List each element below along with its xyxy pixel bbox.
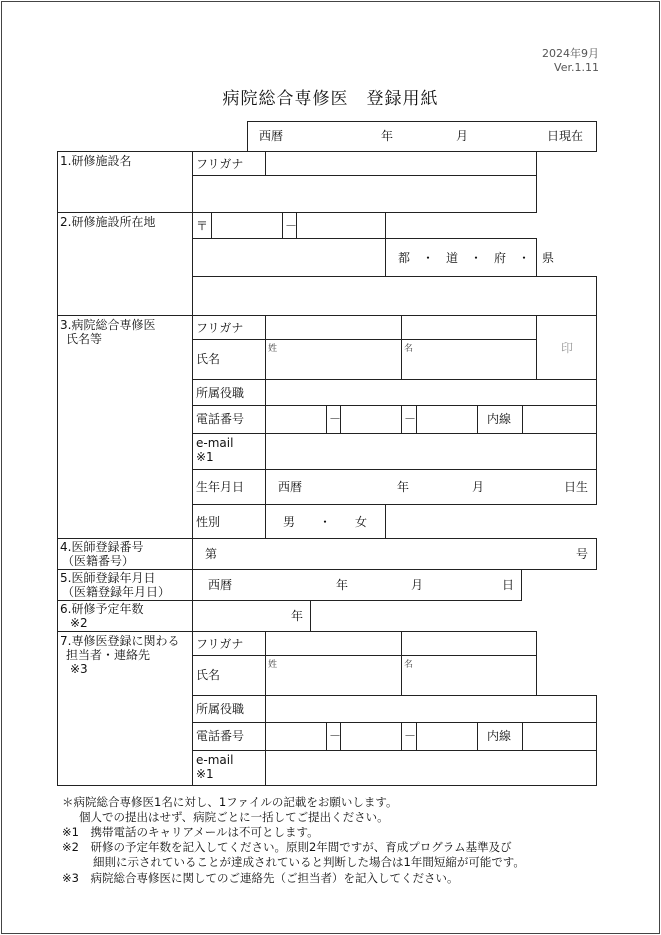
s3-birth-label: 生年月日 (196, 480, 245, 494)
s7-position-field[interactable] (265, 695, 597, 723)
s3-phone-dash-2: － (404, 412, 417, 426)
s3-label-1: 3.病院総合専修医 (60, 318, 156, 332)
s6-unit: 年 (291, 609, 304, 623)
as-of-month-input[interactable] (397, 124, 451, 148)
s7-position-label: 所属役職 (196, 702, 245, 716)
s7-ext-field[interactable] (522, 722, 597, 751)
s7-ext-label: 内線 (487, 729, 512, 743)
s7-furigana-mei-field[interactable] (401, 631, 537, 656)
s3-furigana-sei-field[interactable] (265, 315, 402, 340)
s3-email-note: ※1 (196, 450, 214, 464)
s5-month: 月 (411, 578, 424, 592)
s7-phone-dash-2: － (404, 729, 417, 743)
s1-label: 1.研修施設名 (60, 154, 132, 168)
s7-email-field[interactable] (265, 750, 597, 786)
s6-label-1: 6.研修予定年数 (60, 602, 144, 616)
s5-day: 日 (502, 578, 515, 592)
s7-email-note: ※1 (196, 767, 214, 781)
s7-email-label: e-mail (196, 753, 234, 767)
as-of-year: 年 (381, 129, 394, 143)
s3-email-field[interactable] (265, 433, 597, 470)
s3-ext-label: 内線 (487, 412, 512, 426)
s4-prefix: 第 (205, 547, 218, 561)
s5-era: 西暦 (208, 578, 233, 592)
note-2: 個人での提出はせず、病院ごとに一括してご提出ください。 (79, 810, 389, 824)
s3-phone-dash-1: － (329, 412, 342, 426)
s3-birth-era: 西暦 (278, 480, 303, 494)
s7-name-label: 氏名 (196, 668, 221, 682)
s3-ext-field[interactable] (522, 405, 597, 434)
s5-registration-date-field[interactable] (192, 569, 522, 601)
s2-label: 2.研修施設所在地 (60, 215, 156, 229)
s7-phone-label: 電話番号 (196, 729, 245, 743)
s7-phone-2[interactable] (340, 722, 402, 751)
s3-phone-1[interactable] (265, 405, 327, 434)
s4-suffix: 号 (576, 547, 589, 561)
s7-label-1: 7.専修医登録に関わる (60, 634, 180, 648)
note-4: ※2 研修の予定年数を記入してください。原則2年間ですが、育成プログラム基準及び (62, 840, 512, 854)
s7-phone-1[interactable] (265, 722, 327, 751)
s3-birth-month: 月 (472, 480, 485, 494)
as-of-day: 日現在 (547, 129, 584, 143)
note-6: ※3 病院総合専修医に関してのご連絡先（ご担当者）を記入してください。 (62, 871, 459, 885)
s3-birth-day: 日生 (564, 480, 589, 494)
s4-label-2: （医籍番号） (62, 554, 135, 568)
prefecture-suffix: 都 ・ 道 ・ 府 ・ 県 (398, 251, 555, 265)
s3-birth-year: 年 (397, 480, 410, 494)
s7-mei-field[interactable] (401, 655, 537, 696)
s3-phone-label: 電話番号 (196, 412, 245, 426)
s2-address-field[interactable] (192, 276, 597, 316)
page-title: 病院総合専修医 登録用紙 (222, 89, 439, 109)
s7-label-2: 担当者・連絡先 (66, 648, 151, 662)
s7-mei-label: 名 (404, 660, 414, 670)
s2-prefecture-field[interactable] (192, 238, 386, 277)
s3-email-label: e-mail (196, 436, 234, 450)
s3-label-cell (57, 315, 193, 539)
note-3: ※1 携帯電話のキャリアメールは不可とします。 (62, 825, 319, 839)
s7-furigana-sei-field[interactable] (265, 631, 402, 656)
s7-sei-label: 姓 (268, 660, 278, 670)
as-of-day-input[interactable] (473, 124, 543, 148)
postal-dash: － (285, 219, 298, 233)
s3-sei-field[interactable] (265, 339, 402, 380)
s4-label-1: 4.医師登録番号 (60, 540, 144, 554)
issue-date: 2024年9月 (542, 47, 599, 60)
postal-mark: 〒 (196, 219, 209, 233)
as-of-era: 西暦 (259, 129, 284, 143)
s1-furigana-field[interactable] (265, 151, 537, 176)
s3-sex-label: 性別 (196, 515, 221, 529)
note-5: 細則に示されていることが達成されていると判断した場合は1年間短縮が可能です。 (93, 855, 525, 869)
s7-label-3: ※3 (70, 662, 88, 676)
as-of-year-input[interactable] (296, 124, 376, 148)
seal-mark: 印 (561, 341, 574, 355)
s2-postal-code-1[interactable] (211, 212, 283, 239)
s3-phone-3[interactable] (416, 405, 478, 434)
s3-mei-label: 名 (404, 344, 414, 354)
s7-phone-3[interactable] (416, 722, 478, 751)
s4-license-number-field[interactable] (192, 538, 597, 570)
s3-birth-field[interactable] (265, 469, 597, 505)
s5-year: 年 (336, 578, 349, 592)
note-1: ＊病院総合専修医1名に対し、1ファイルの記載をお願いします。 (62, 795, 398, 809)
s7-phone-dash-1: － (329, 729, 342, 743)
s7-sei-field[interactable] (265, 655, 402, 696)
s1-facility-name-field[interactable] (192, 175, 537, 213)
s1-furigana-label: フリガナ (196, 157, 244, 171)
s3-position-label: 所属役職 (196, 386, 245, 400)
s3-furigana-label: フリガナ (196, 321, 244, 335)
s3-furigana-mei-field[interactable] (401, 315, 537, 340)
s3-label-2: 氏名等 (66, 332, 103, 346)
s3-mei-field[interactable] (401, 339, 537, 380)
as-of-month: 月 (456, 129, 469, 143)
version-label: Ver.1.11 (554, 61, 599, 74)
s3-sei-label: 姓 (268, 344, 278, 354)
s3-position-field[interactable] (265, 379, 597, 406)
s3-name-label: 氏名 (196, 352, 221, 366)
s5-label-1: 5.医師登録年月日 (60, 571, 156, 585)
s3-phone-2[interactable] (340, 405, 402, 434)
s7-furigana-label: フリガナ (196, 637, 244, 651)
s2-postal-code-2[interactable] (296, 212, 386, 239)
s5-label-2: （医籍登録年月日） (62, 585, 171, 599)
s3-sex-options: 男 ・ 女 (283, 515, 368, 529)
s6-label-2: ※2 (70, 616, 88, 630)
